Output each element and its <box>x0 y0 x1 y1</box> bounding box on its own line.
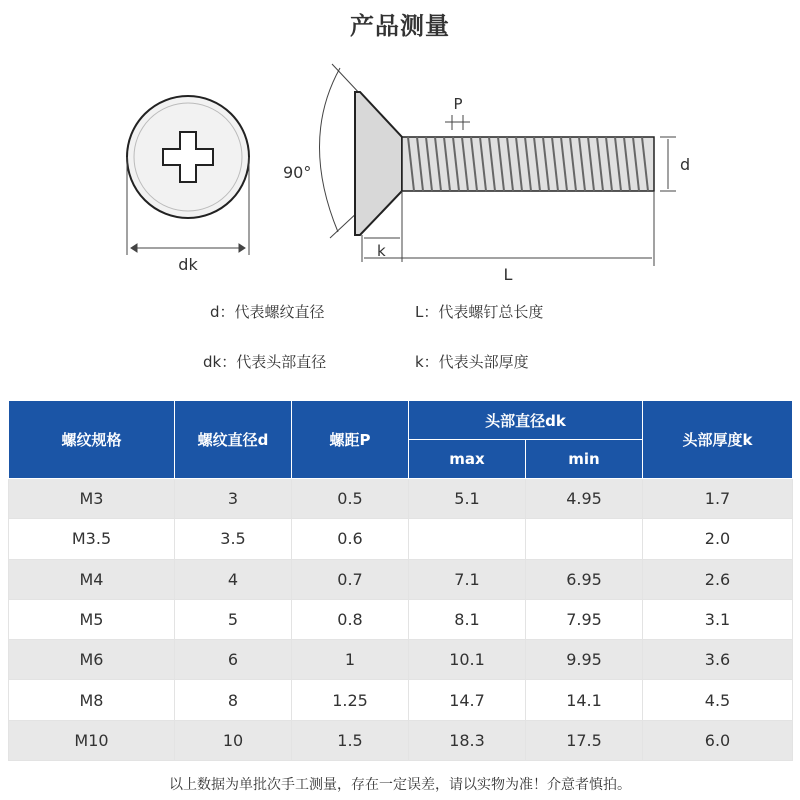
header-diameter: 螺纹直径d <box>175 401 292 479</box>
cell-max: 5.1 <box>409 479 526 519</box>
cell-max: 14.7 <box>409 680 526 720</box>
l-label: L <box>503 265 513 284</box>
d-dimension <box>660 137 676 191</box>
cell-diameter: 5 <box>175 599 292 639</box>
header-max: max <box>409 440 526 479</box>
cell-spec: M10 <box>9 720 175 760</box>
cell-pitch: 0.5 <box>292 479 409 519</box>
p-label: P <box>453 95 463 113</box>
cell-pitch: 0.6 <box>292 519 409 559</box>
cell-pitch: 1.5 <box>292 720 409 760</box>
cell-diameter: 8 <box>175 680 292 720</box>
header-spec: 螺纹规格 <box>9 401 175 479</box>
cell-min: 17.5 <box>526 720 643 760</box>
cell-thickness: 4.5 <box>643 680 793 720</box>
cell-diameter: 3.5 <box>175 519 292 559</box>
cell-pitch: 0.8 <box>292 599 409 639</box>
cell-max: 18.3 <box>409 720 526 760</box>
cell-max: 8.1 <box>409 599 526 639</box>
cell-pitch: 1 <box>292 640 409 680</box>
cell-spec: M5 <box>9 599 175 639</box>
table-row <box>9 640 793 680</box>
cell-thickness: 1.7 <box>643 479 793 519</box>
k-label: k <box>377 242 386 260</box>
cell-min: 4.95 <box>526 479 643 519</box>
cell-thickness: 6.0 <box>643 720 793 760</box>
cell-spec: M6 <box>9 640 175 680</box>
cell-max <box>409 519 526 559</box>
footnote: 以上数据为单批次手工测量，存在一定误差，请以实物为准！介意者慎拍。 <box>169 777 631 793</box>
cell-max: 7.1 <box>409 559 526 599</box>
dk-label: dk <box>178 255 198 274</box>
header-head-thickness: 头部厚度k <box>643 401 793 479</box>
table-row <box>9 680 793 720</box>
cell-min: 14.1 <box>526 680 643 720</box>
header-min: min <box>526 440 643 479</box>
screw-side-view <box>355 92 654 235</box>
table-row <box>9 479 793 519</box>
spec-table <box>8 400 793 761</box>
cell-min <box>526 519 643 559</box>
cell-spec: M3.5 <box>9 519 175 559</box>
cell-spec: M4 <box>9 559 175 599</box>
cell-pitch: 1.25 <box>292 680 409 720</box>
header-head-diameter: 头部直径dk <box>409 401 643 440</box>
cell-thickness: 3.1 <box>643 599 793 639</box>
l-dimension <box>364 191 654 266</box>
cell-min: 6.95 <box>526 559 643 599</box>
cell-thickness: 3.6 <box>643 640 793 680</box>
table-row <box>9 519 793 559</box>
cell-diameter: 4 <box>175 559 292 599</box>
table-row <box>9 720 793 760</box>
cell-max: 10.1 <box>409 640 526 680</box>
page-title: 产品测量 <box>350 12 450 40</box>
cell-spec: M8 <box>9 680 175 720</box>
cell-thickness: 2.0 <box>643 519 793 559</box>
cell-diameter: 3 <box>175 479 292 519</box>
cell-spec: M3 <box>9 479 175 519</box>
cell-diameter: 10 <box>175 720 292 760</box>
table-row <box>9 599 793 639</box>
legend-d: d：代表螺纹直径 <box>210 303 325 321</box>
legend-l: L：代表螺钉总长度 <box>415 303 544 321</box>
d-label: d <box>680 155 691 174</box>
header-pitch: 螺距P <box>292 401 409 479</box>
cell-pitch: 0.7 <box>292 559 409 599</box>
p-dimension <box>445 115 470 130</box>
cell-thickness: 2.6 <box>643 559 793 599</box>
cell-min: 9.95 <box>526 640 643 680</box>
cell-min: 7.95 <box>526 599 643 639</box>
legend-k: k：代表头部厚度 <box>415 353 529 371</box>
angle-label: 90° <box>283 163 312 182</box>
legend-dk: dk：代表头部直径 <box>203 353 327 371</box>
cell-diameter: 6 <box>175 640 292 680</box>
screw-head-top-view <box>127 96 249 218</box>
table-row <box>9 559 793 599</box>
